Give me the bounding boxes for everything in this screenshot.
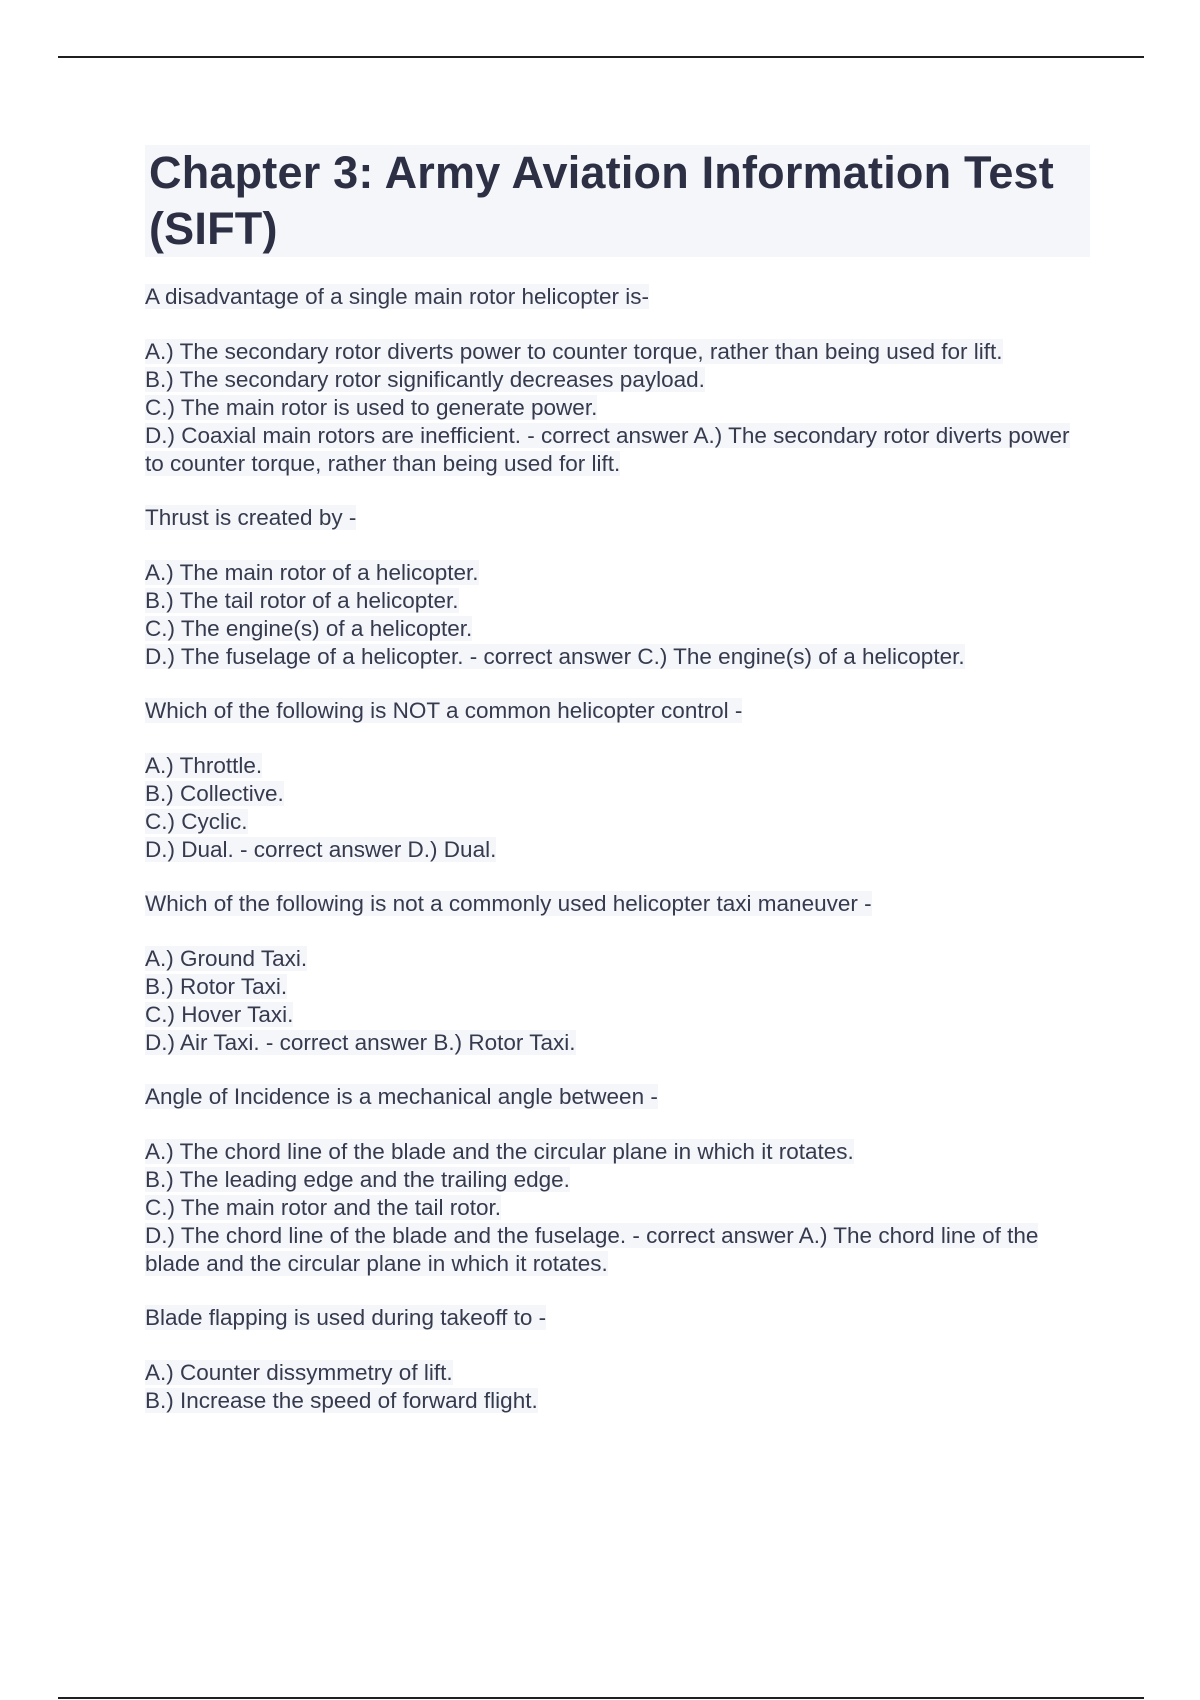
answer-option [145, 643, 1090, 671]
answer-option-text: D.) The fuselage of a helicopter. - correct answer C.) The engine(s) of a helicopter. [145, 644, 965, 669]
question-text [145, 697, 1090, 725]
answer-option-text: B.) The secondary rotor significantly decreases payload. [145, 367, 705, 392]
question-block [145, 1083, 1090, 1278]
question-label: Thrust is created by - [145, 505, 357, 530]
question-label: Angle of Incidence is a mechanical angle between - [145, 1084, 658, 1109]
answer-option-text: A.) The main rotor of a helicopter. [145, 560, 479, 585]
question-block [145, 504, 1090, 671]
question-text [145, 1083, 1090, 1111]
answer-options [145, 559, 1090, 671]
answer-option [145, 1166, 1090, 1194]
answer-option [145, 973, 1090, 1001]
answer-option [145, 945, 1090, 973]
question-label: Which of the following is not a commonly used helicopter taxi maneuver - [145, 891, 872, 916]
answer-option-text: A.) Counter dissymmetry of lift. [145, 1360, 453, 1385]
document-body [145, 145, 1090, 1415]
question-list [145, 283, 1090, 1415]
answer-option-text: A.) The secondary rotor diverts power to counter torque, rather than being used for lift. [145, 339, 1003, 364]
answer-option [145, 366, 1090, 394]
answer-option-text: D.) Coaxial main rotors are inefficient. - correct answer A.) The secondary rotor diverts power to counter torque, rather than being used for lift. [145, 423, 1070, 476]
answer-option [145, 559, 1090, 587]
answer-option [145, 1194, 1090, 1222]
answer-option [145, 615, 1090, 643]
question-block [145, 283, 1090, 478]
question-label: A disadvantage of a single main rotor helicopter is- [145, 284, 650, 309]
answer-option [145, 422, 1090, 478]
question-text [145, 1304, 1090, 1332]
answer-option-text: D.) Air Taxi. - correct answer B.) Rotor Taxi. [145, 1030, 576, 1055]
answer-option-text: C.) Hover Taxi. [145, 1002, 294, 1027]
answer-option [145, 587, 1090, 615]
answer-option [145, 808, 1090, 836]
answer-option [145, 1387, 1090, 1415]
question-block [145, 697, 1090, 864]
answer-option [145, 1222, 1090, 1278]
answer-options [145, 1359, 1090, 1415]
question-block [145, 890, 1090, 1057]
answer-option [145, 780, 1090, 808]
answer-option-text: B.) The leading edge and the trailing edge. [145, 1167, 570, 1192]
answer-options [145, 1138, 1090, 1278]
answer-option-text: A.) The chord line of the blade and the circular plane in which it rotates. [145, 1139, 854, 1164]
question-label: Blade flapping is used during takeoff to - [145, 1305, 547, 1330]
answer-option-text: A.) Throttle. [145, 753, 263, 778]
answer-option-text: C.) Cyclic. [145, 809, 248, 834]
answer-option-text: C.) The main rotor is used to generate power. [145, 395, 598, 420]
answer-options [145, 752, 1090, 864]
answer-option-text: B.) Rotor Taxi. [145, 974, 288, 999]
answer-option-text: D.) Dual. - correct answer D.) Dual. [145, 837, 497, 862]
answer-option-text: C.) The main rotor and the tail rotor. [145, 1195, 502, 1220]
top-rule [58, 56, 1144, 58]
bottom-rule [58, 1697, 1144, 1699]
answer-options [145, 945, 1090, 1057]
answer-option-text: C.) The engine(s) of a helicopter. [145, 616, 473, 641]
answer-option-text: A.) Ground Taxi. [145, 946, 308, 971]
answer-option [145, 1029, 1090, 1057]
answer-option [145, 752, 1090, 780]
question-text [145, 283, 1090, 311]
question-block [145, 1304, 1090, 1415]
question-label: Which of the following is NOT a common helicopter control - [145, 698, 743, 723]
answer-option-text: B.) The tail rotor of a helicopter. [145, 588, 459, 613]
answer-options [145, 338, 1090, 478]
answer-option [145, 1001, 1090, 1029]
question-text [145, 504, 1090, 532]
page-title: Chapter 3: Army Aviation Information Test (SIFT) [145, 145, 1090, 257]
answer-option [145, 1138, 1090, 1166]
answer-option-text: B.) Collective. [145, 781, 284, 806]
answer-option [145, 836, 1090, 864]
answer-option-text: B.) Increase the speed of forward flight. [145, 1388, 538, 1413]
answer-option [145, 1359, 1090, 1387]
answer-option [145, 394, 1090, 422]
answer-option [145, 338, 1090, 366]
question-text [145, 890, 1090, 918]
answer-option-text: D.) The chord line of the blade and the fuselage. - correct answer A.) The chord line of the blade and the circular plane in which it rotates. [145, 1223, 1039, 1276]
